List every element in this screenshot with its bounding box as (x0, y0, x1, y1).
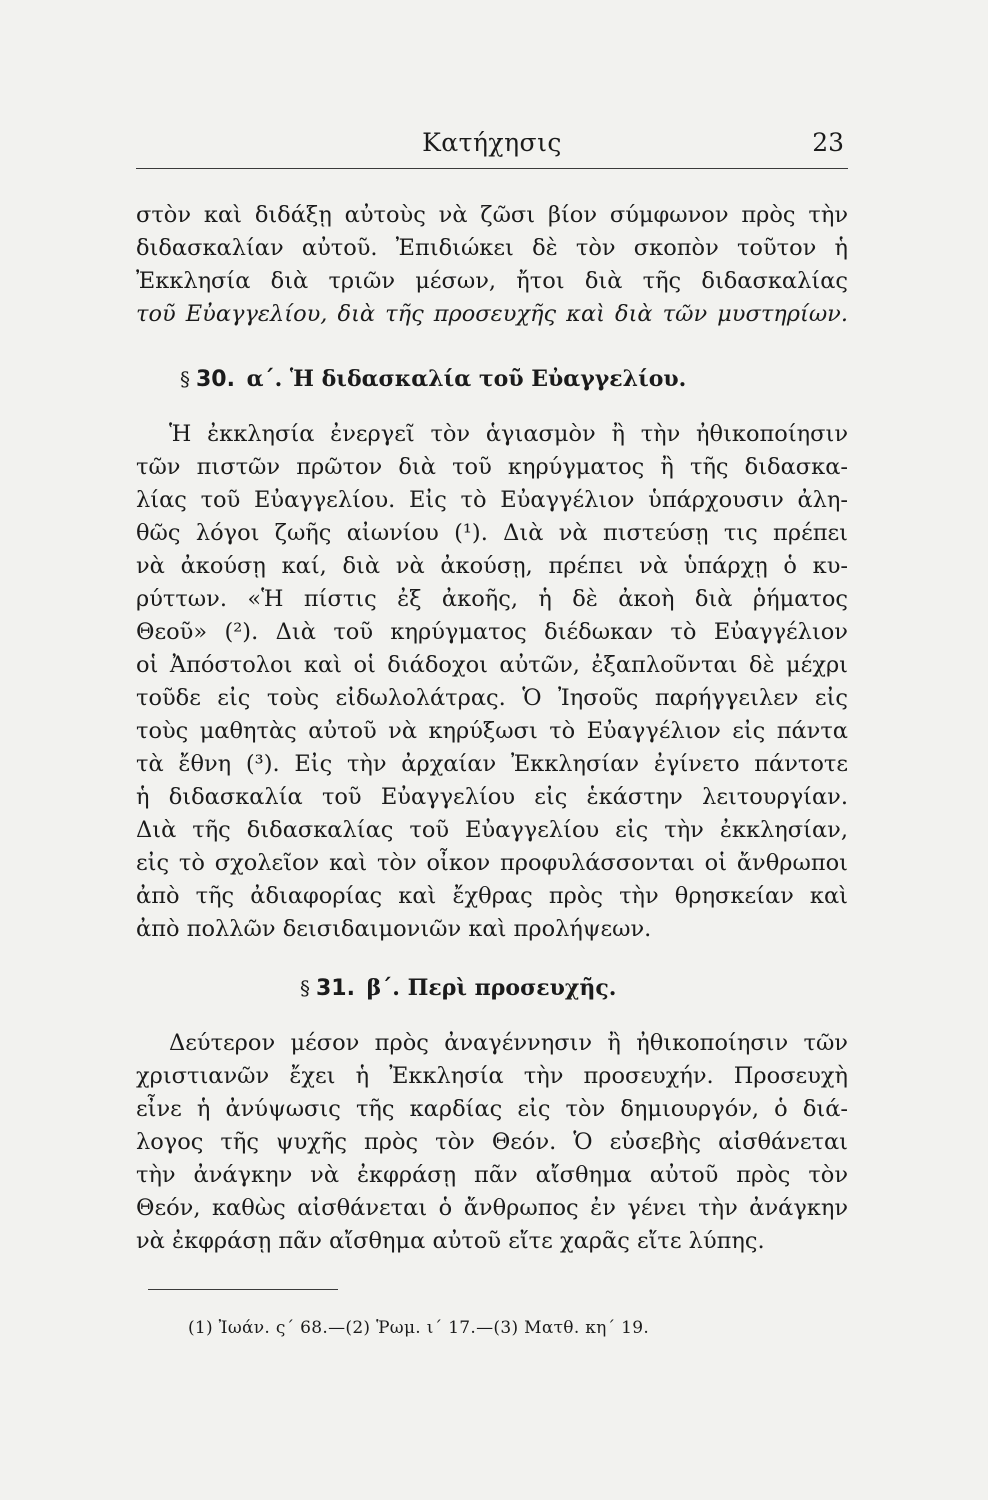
page-title: Κατήχησις (422, 128, 562, 157)
header-rule (136, 168, 848, 169)
text-line: ρύττων. «Ἡ πίστις ἐξ ἀκοῆς, ἡ δὲ ἀκοὴ διὰ ῥήματος (136, 586, 848, 612)
text-line: τοὺς μαθητὰς αὐτοῦ νὰ κηρύξωσι τὸ Εὐαγγέλιον εἰς πάντα (136, 718, 848, 744)
footnote-rule (148, 1289, 338, 1290)
footnotes: (1) Ἰωάν. ς΄ 68.—(2) Ῥωμ. ι΄ 17.—(3) Ματθ. κη΄ 19. (188, 1318, 650, 1338)
text-line: Θεοῦ» (²). Διὰ τοῦ κηρύγματος διέδωκαν τὸ Εὐαγγέλιον (136, 619, 848, 645)
running-head (136, 124, 848, 164)
section-mark: § (180, 367, 190, 391)
text-line: τῶν πιστῶν πρῶτον διὰ τοῦ κηρύγματος ἢ τῆς διδασκα- (136, 454, 848, 480)
section-31-paragraph (136, 1027, 848, 1258)
section-31-heading (300, 975, 616, 1001)
text-line: τοῦ Εὐαγγελίου, διὰ τῆς προσευχῆς καὶ διὰ τῶν μυστηρίων. (136, 301, 848, 327)
text-line: ἡ διδασκαλία τοῦ Εὐαγγελίου εἰς ἑκάστην λειτουργίαν. (136, 784, 848, 810)
text-line: Ἐκκλησία διὰ τριῶν μέσων, ἤτοι διὰ τῆς διδασκαλίας (136, 268, 848, 294)
text-line: Διὰ τῆς διδασκαλίας τοῦ Εὐαγγελίου εἰς τὴν ἐκκλησίαν, (136, 817, 848, 843)
text-line: χριστιανῶν ἔχει ἡ Ἐκκλησία τὴν προσευχήν. Προσευχὴ (136, 1063, 848, 1089)
text-line: νὰ ἐκφράσῃ πᾶν αἴσθημα αὐτοῦ εἴτε χαρᾶς εἴτε λύπης. (136, 1228, 765, 1254)
section-title: β΄. Περὶ προσευχῆς. (366, 975, 617, 1001)
text-line: θῶς λόγοι ζωῆς αἰωνίου (¹). Διὰ νὰ πιστεύσῃ τις πρέπει (136, 520, 848, 546)
intro-paragraph (136, 199, 848, 331)
section-30-heading (180, 366, 686, 392)
text-line: τὴν ἀνάγκην νὰ ἐκφράσῃ πᾶν αἴσθημα αὐτοῦ πρὸς τὸν (136, 1162, 848, 1188)
section-number: 30. (196, 367, 235, 392)
text-line: τοῦδε εἰς τοὺς εἰδωλολάτρας. Ὁ Ἰησοῦς παρήγγειλεν εἰς (136, 685, 848, 711)
text-line: λίας τοῦ Εὐαγγελίου. Εἰς τὸ Εὐαγγέλιον ὑπάρχουσιν ἀλη- (136, 487, 848, 513)
text-line: διδασκαλίαν αὐτοῦ. Ἐπιδιώκει δὲ τὸν σκοπὸν τοῦτον ἡ (136, 235, 848, 261)
section-30-paragraph (136, 418, 848, 946)
text-line: οἱ Ἀπόστολοι καὶ οἱ διάδοχοι αὐτῶν, ἐξαπλοῦνται δὲ μέχρι (136, 652, 848, 678)
section-title: α΄. Ἡ διδασκαλία τοῦ Εὐαγγελίου. (246, 366, 687, 392)
text-line: Δεύτερον μέσον πρὸς ἀναγέννησιν ἢ ἠθικοποίησιν τῶν (169, 1030, 848, 1056)
section-mark: § (300, 976, 310, 1000)
text-line: στὸν καὶ διδάξῃ αὐτοὺς νὰ ζῶσι βίον σύμφωνον πρὸς τὴν (136, 202, 848, 228)
text-line: εἰς τὸ σχολεῖον καὶ τὸν οἶκον προφυλάσσονται οἱ ἄνθρωποι (136, 850, 848, 876)
text-line: εἶνε ἡ ἀνύψωσις τῆς καρδίας εἰς τὸν δημιουργόν, ὁ διά- (136, 1096, 848, 1122)
text-line: ἀπὸ τῆς ἀδιαφορίας καὶ ἔχθρας πρὸς τὴν θρησκείαν καὶ (136, 883, 848, 909)
text-line: τὰ ἔθνη (³). Εἰς τὴν ἀρχαίαν Ἐκκλησίαν ἐγίνετο πάντοτε (136, 751, 848, 777)
text-line: Ἡ ἐκκλησία ἐνεργεῖ τὸν ἁγιασμὸν ἢ τὴν ἠθικοποίησιν (169, 421, 848, 447)
text-line: νὰ ἀκούσῃ καί, διὰ νὰ ἀκούσῃ, πρέπει νὰ ὑπάρχῃ ὁ κυ- (136, 553, 848, 579)
page-number: 23 (812, 128, 844, 157)
text-line: ἀπὸ πολλῶν δεισιδαιμονιῶν καὶ προλήψεων. (136, 916, 652, 942)
text-line: λογος τῆς ψυχῆς πρὸς τὸν Θεόν. Ὁ εὐσεβὴς αἰσθάνεται (136, 1129, 848, 1155)
section-number: 31. (316, 976, 355, 1001)
text-line: Θεόν, καθὼς αἰσθάνεται ὁ ἄνθρωπος ἐν γένει τὴν ἀνάγκην (136, 1195, 848, 1221)
